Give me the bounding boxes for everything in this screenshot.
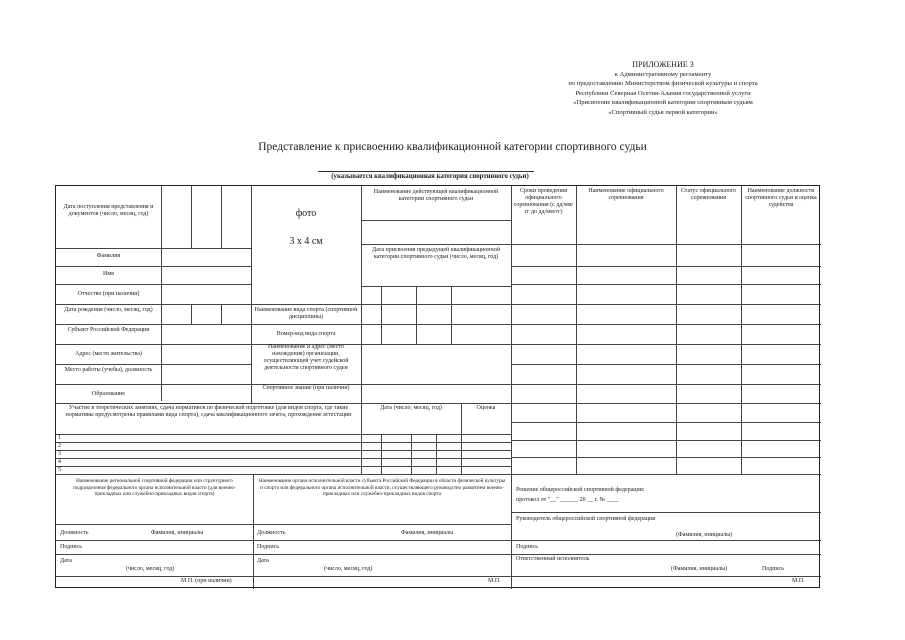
row-line — [511, 422, 821, 423]
theory-row-number: 3 — [58, 451, 61, 457]
theory-date-header: Дата (число, месяц, год) — [380, 405, 442, 411]
surname-initials-label: Фамилия, инициалы — [151, 530, 204, 536]
work-label: Место работы (учебы), должность — [64, 367, 153, 373]
theory-row-number: 5 — [58, 467, 61, 473]
protocol-label: протокол от "__" ______ 20 __ г. № ____ — [516, 497, 619, 503]
bottom-divider — [253, 474, 254, 589]
date-box-divider — [381, 286, 382, 344]
appendix-header — [523, 60, 803, 118]
responsible-hint: (Фамилия, инициалы) — [671, 566, 728, 572]
date-box-divider — [451, 286, 452, 344]
sport-name-label: Наименование вида спорта (спортивной дисциплины) — [254, 307, 358, 320]
date-box-divider — [161, 304, 162, 324]
appendix-line: «Присвоение квалификационной категории спортивным судьям — [573, 99, 753, 107]
sport-code-label: Номер-код вида спорта — [276, 331, 336, 337]
photo-label: фото — [295, 208, 317, 219]
row-line — [361, 244, 511, 245]
row-line — [56, 442, 511, 443]
row-line — [361, 286, 511, 287]
prev-category-date-label: Дата присвоения предыдущей квалификационной категории спортивного судьи (число, месяц, год) — [372, 247, 500, 260]
row-line — [511, 244, 821, 245]
appendix-line: ПРИЛОЖЕНИЕ 3 — [632, 60, 694, 69]
row-line — [56, 324, 361, 325]
comp-col-divider — [676, 186, 677, 474]
row-line — [511, 364, 821, 365]
current-category-label: Наименование действующей квалификационной категории спортивного судьи — [373, 189, 499, 202]
comp-col-divider — [576, 186, 577, 474]
federation-head-label: Руководитель общероссийской спортивной федерации — [516, 516, 656, 522]
appendix-line: Республики Северная Осетия-Алания государственной услуги — [575, 89, 751, 97]
org-label: Наименование и адрес (место нахождения) организации, осуществляющей учет судейской деятельности спортивного судьи — [263, 344, 349, 371]
stamp: М.П. — [488, 578, 501, 584]
theory-row-number: 4 — [58, 459, 61, 465]
date-label: Дата — [60, 558, 72, 564]
responsible-label: Ответственный исполнитель — [516, 556, 590, 562]
head-name-hint: (Фамилия, инициалы) — [676, 532, 733, 538]
theory-divider — [461, 403, 462, 474]
position-label: Должность — [60, 530, 89, 536]
row-line — [56, 284, 251, 285]
row-line — [511, 440, 821, 441]
judge-position-header: Наименование должности спортивного судьи и оценка судейства — [745, 188, 817, 208]
date-box-divider — [221, 304, 222, 324]
field-divider — [161, 248, 162, 304]
theory-label: Участие в теоретических занятиях, сдача нормативов по физической подготовке (для видов спорта, где такие нормативы предусмотрены правилами вида спорта), сдача квалификационного зачета, прохождение аттестации — [65, 405, 352, 418]
date-box-divider — [416, 286, 417, 344]
address-label: Адрес (место жительства) — [75, 351, 142, 357]
row-line — [56, 458, 511, 459]
row-line — [56, 524, 511, 525]
photo-size: 3 х 4 см — [289, 236, 323, 247]
row-line — [361, 220, 511, 221]
authority-label: Наименование органа исполнительной власти субъекта Российской Федерации в области физической культуры и спорта или федерального органа исполнительной власти, осуществляющего руководство развитием военно-прикладных или служебно-прикладных видов спорта — [258, 478, 506, 497]
row-line — [56, 540, 821, 541]
row-line — [56, 576, 821, 577]
row-line — [511, 457, 821, 458]
comp-dates-header: Сроки проведения официального соревнования (с дд/мм/гг до дд/мм/гг) — [513, 188, 574, 215]
position-label: Должность — [257, 530, 286, 536]
row-line — [511, 344, 821, 345]
field-divider — [161, 324, 162, 401]
signature-label: Подпись — [516, 544, 539, 550]
main-divider — [511, 186, 512, 589]
subtitle-underline — [318, 171, 534, 172]
row-line — [56, 304, 361, 305]
row-line — [511, 304, 821, 305]
theory-row-number: 1 — [58, 435, 61, 441]
middle-divider — [361, 186, 362, 403]
surname-label: Фамилия — [96, 253, 121, 259]
stamp: М.П. — [792, 578, 805, 584]
appendix-line: по предоставлению Министерством физической культуры и спорта — [568, 80, 758, 88]
surname-initials-label: Фамилия, инициалы — [401, 530, 454, 536]
row-line — [56, 364, 251, 365]
row-line — [511, 266, 821, 267]
theory-divider — [361, 403, 362, 474]
date-box-divider — [191, 304, 192, 324]
decision-label: Решение общероссийской спортивной федерации: — [516, 487, 645, 493]
row-line — [511, 324, 821, 325]
comp-name-header: Наименование официального соревнования — [588, 188, 664, 201]
name-label: Имя — [103, 271, 114, 277]
form-table — [55, 185, 820, 588]
row-line — [511, 512, 821, 513]
row-line — [361, 324, 511, 325]
row-line — [56, 266, 251, 267]
row-line — [511, 403, 821, 404]
row-line — [56, 474, 821, 475]
date-box-divider — [191, 186, 192, 248]
row-line — [56, 403, 511, 404]
responsible-signature: Подпись — [762, 566, 785, 572]
federation-label: Наименование региональной спортивной федерации или структурного подразделения федерального органа исполнительной власти (для военно-прикладных или служебно-прикладных видов спорта) — [73, 478, 236, 497]
stamp-optional: М.П. (при наличии) — [181, 578, 232, 584]
theory-row-number: 2 — [58, 443, 61, 449]
row-line — [56, 434, 511, 435]
row-line — [56, 450, 511, 451]
receipt-date-label: Дата поступления представления и документов (число, месяц, год) — [63, 204, 154, 217]
row-line — [511, 384, 821, 385]
comp-col-divider — [741, 186, 742, 474]
signature-label: Подпись — [60, 544, 83, 550]
date-box-divider — [411, 434, 412, 474]
signature-label: Подпись — [257, 544, 280, 550]
date-box-divider — [161, 186, 162, 248]
row-line — [361, 304, 511, 305]
document-subtitle: (указывается квалификационная категория спортивного судьи) — [331, 173, 529, 180]
date-label: Дата — [257, 558, 269, 564]
date-box-divider — [436, 434, 437, 474]
row-line — [56, 248, 251, 249]
comp-status-header: Статус официального соревнования — [680, 188, 737, 201]
date-box-divider — [221, 186, 222, 248]
appendix-line: «Спортивный судья первой категории» — [608, 108, 718, 116]
row-line — [56, 466, 511, 467]
date-hint: (число, месяц, год) — [126, 566, 175, 572]
rank-label: Спортивное звание (при наличии) — [262, 385, 350, 391]
birth-date-label: Дата рождения (число, месяц, год) — [64, 307, 153, 313]
date-hint: (число, месяц, год) — [324, 566, 373, 572]
appendix-line: к Административному регламенту — [614, 70, 712, 78]
patronymic-label: Отчество (при наличии) — [77, 291, 140, 297]
row-line — [56, 554, 821, 555]
document-title: Представление к присвоению квалификационной категории спортивного судьи — [258, 141, 647, 153]
education-label: Образование — [92, 391, 125, 397]
row-line — [511, 284, 821, 285]
date-box-divider — [381, 434, 382, 474]
subject-label: Субъект Российской Федерации — [67, 327, 150, 333]
theory-mark-header: Оценка — [476, 405, 496, 411]
